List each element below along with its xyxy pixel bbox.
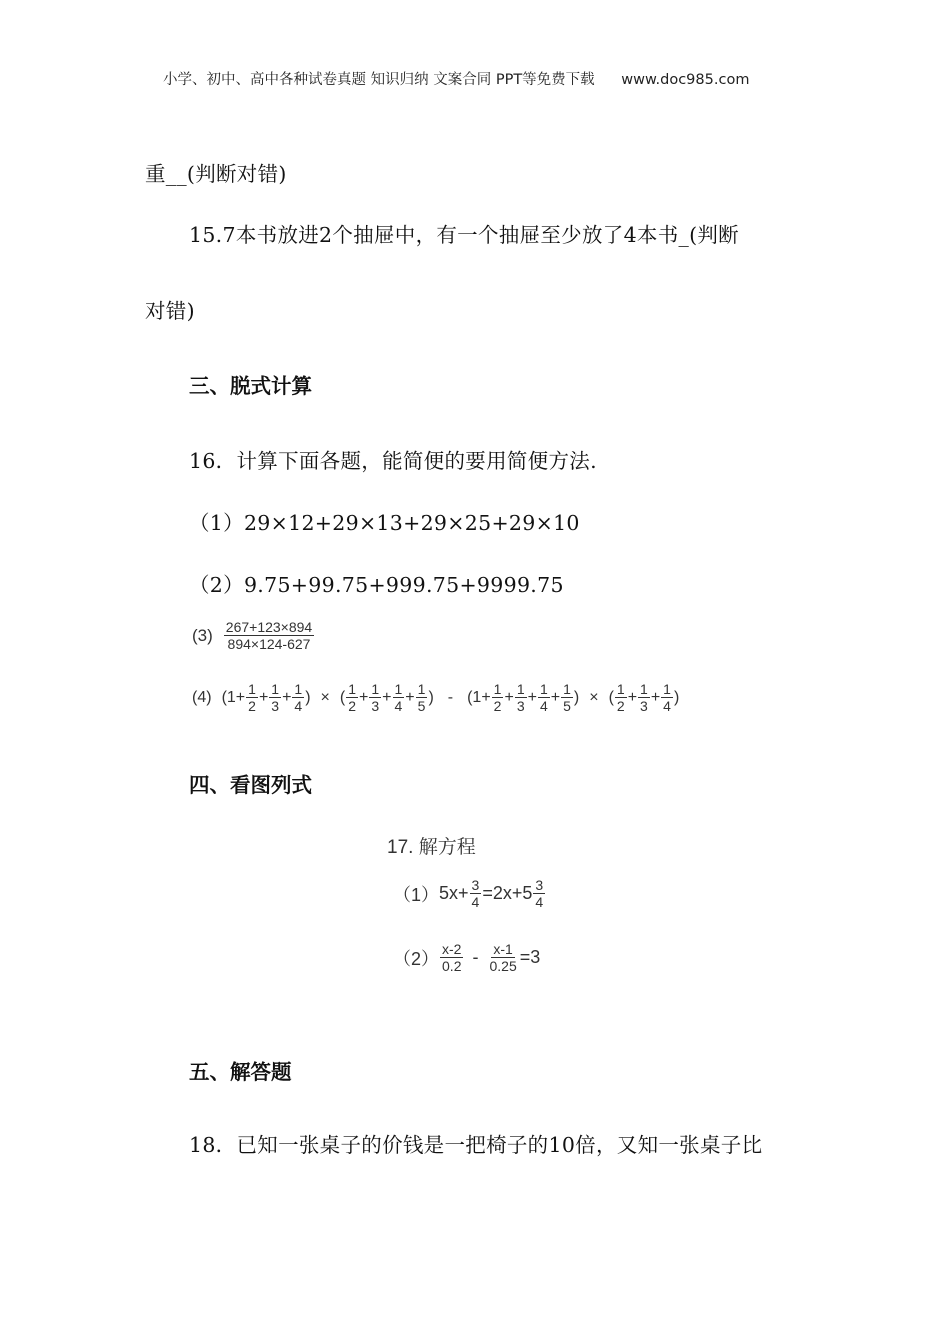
- section3-heading: 三、脱式计算: [189, 374, 312, 398]
- q15-line1: 15.7本书放进2个抽屉中，有一个抽屉至少放了4本书_(判断: [189, 223, 739, 247]
- q16-stem: 16．计算下面各题，能简便的要用简便方法.: [189, 449, 597, 473]
- q16-item3: [192, 620, 315, 651]
- section4-heading: 四、看图列式: [189, 773, 312, 797]
- eq1-label: （1）: [393, 884, 440, 905]
- item3-fraction: [224, 620, 314, 651]
- q17-stem: 17. 解方程: [387, 837, 476, 858]
- q18-start: 18．已知一张桌子的价钱是一把椅子的10倍，又知一张桌子比: [189, 1133, 763, 1157]
- eq2-label: （2）: [393, 948, 440, 969]
- q15-line2: 对错): [145, 299, 195, 323]
- q14-tail: 重__(判断对错): [145, 162, 287, 186]
- q16-item2: （2）9.75+99.75+999.75+9999.75: [189, 573, 564, 597]
- q16-item1: （1）29×12+29×13+29×25+29×10: [189, 511, 580, 535]
- item3-label: (3): [192, 625, 213, 645]
- item3-denominator: 894×124-627: [227, 636, 311, 652]
- item3-numerator: 267+123×894: [225, 619, 313, 635]
- header-url[interactable]: www.doc985.com: [621, 72, 750, 88]
- page-header: [163, 68, 749, 89]
- q17-eq1: （1） 5x+ $\frac{3}{4}$ =2x+5 $\frac{3}{4}$: [393, 877, 544, 910]
- item4-open-1: (1+: [221, 688, 246, 706]
- q16-item4: (4) (1+ $\frac{1}{2}$ + $\frac{1}{3}$ + $\frac{1}{4}$ ) × ( $\frac{1}{2}$ + $\frac{1}{3}$ + $\frac{1}{4}$ + $\frac{1}{5}$ ) - (1+ $\frac{1}{2}$ + $\frac{1}{3}$ + $\frac{1}{4}$ + $\frac{1}{5}$ ) × ( $\frac{1}{2}$ + $\frac{1}{3}$ + $\frac{1}{4}$ ): [192, 681, 680, 714]
- eq1-left: 5x+: [439, 883, 469, 903]
- eq1-mid: =2x+5: [482, 883, 533, 903]
- q17-eq2: （2） $\frac{x-2}{0.2}$ - $\frac{x-1}{0.25}$ =3: [393, 941, 541, 974]
- header-text: 小学、初中、高中各种试卷真题 知识归纳 文案合同 PPT等免费下载: [163, 72, 595, 88]
- item4-label: (4): [192, 688, 212, 706]
- section5-heading: 五、解答题: [189, 1060, 292, 1084]
- eq2-rhs: =3: [519, 947, 541, 967]
